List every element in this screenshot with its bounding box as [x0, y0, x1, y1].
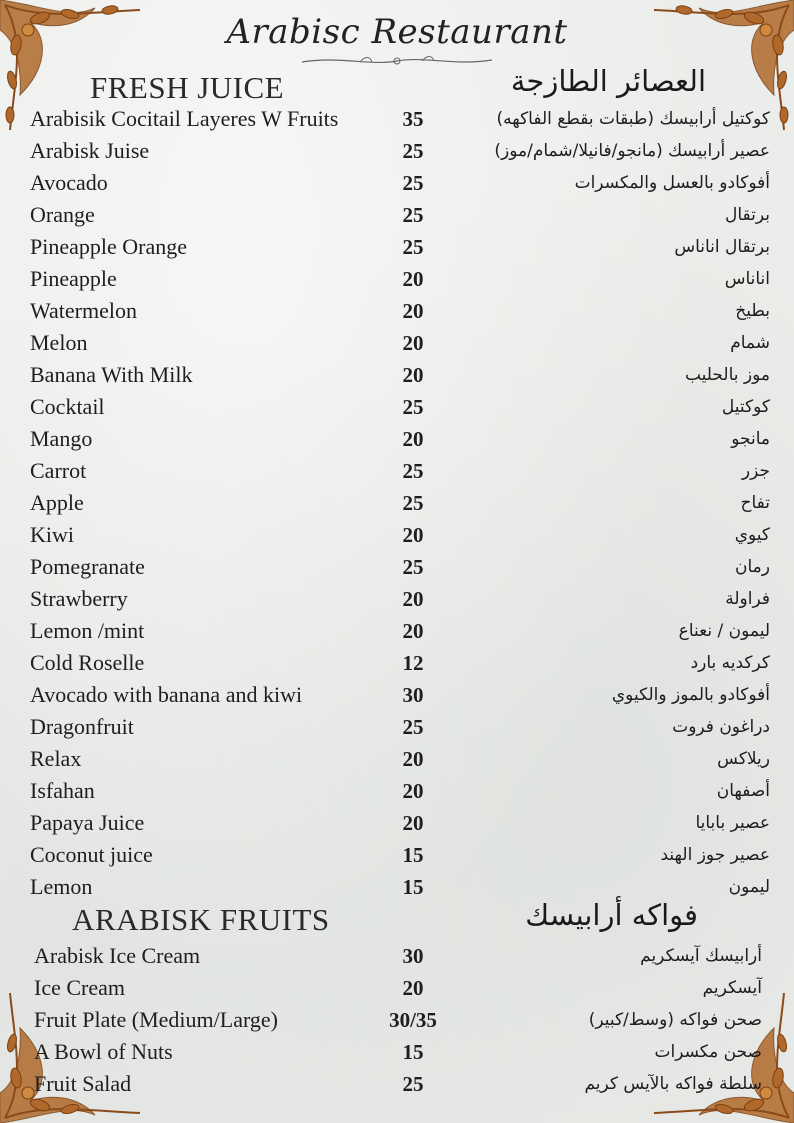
- item-name-ar: برتقال: [725, 205, 770, 225]
- item-name-en: Kiwi: [30, 522, 74, 547]
- item-name-ar: تفاح: [740, 493, 770, 513]
- item-price: 20: [402, 363, 424, 387]
- item-name-en: Melon: [30, 330, 88, 355]
- menu-row: [0, 940, 794, 972]
- item-price: 15: [402, 843, 424, 867]
- item-name-en: Mango: [30, 426, 93, 451]
- item-price: 20: [402, 331, 424, 355]
- item-name-en: Coconut juice: [30, 842, 153, 867]
- item-name-en: Papaya Juice: [30, 810, 145, 835]
- item-name-en: Fruit Plate (Medium/Large): [34, 1007, 278, 1032]
- menu-row: [0, 391, 794, 423]
- menu-row: [0, 135, 794, 167]
- item-price: 20: [402, 267, 424, 291]
- section-title-fresh-juice: FRESH JUICE: [90, 70, 285, 105]
- item-name-ar: كوكتيل: [721, 397, 770, 417]
- menu-row: [0, 103, 794, 135]
- menu-row: [0, 807, 794, 839]
- menu-row: [0, 295, 794, 327]
- restaurant-title: Arabisc Restaurant: [226, 12, 568, 52]
- menu-row: [0, 231, 794, 263]
- item-name-ar: عصير بابايا: [695, 813, 770, 833]
- item-price: 30: [402, 944, 424, 968]
- item-name-ar: شمام: [730, 333, 770, 353]
- item-name-en: Apple: [30, 490, 84, 515]
- menu-row: [0, 775, 794, 807]
- item-name-en: Lemon /mint: [30, 618, 145, 643]
- item-price: 25: [402, 459, 424, 483]
- item-price: 20: [402, 747, 424, 771]
- menu-row: [0, 487, 794, 519]
- item-price: 30: [402, 683, 424, 707]
- menu-row: [0, 167, 794, 199]
- menu-row: [0, 711, 794, 743]
- item-name-en: Relax: [30, 746, 82, 771]
- item-name-en: Pineapple Orange: [30, 234, 187, 259]
- item-name-ar: ليمون: [728, 877, 770, 897]
- item-name-en: Avocado with banana and kiwi: [30, 682, 303, 707]
- title-flourish-icon: [300, 52, 494, 70]
- menu-row: [0, 839, 794, 871]
- item-name-en: Cocktail: [30, 394, 105, 419]
- item-price: 12: [402, 651, 424, 675]
- item-name-en: Arabisik Cocitail Layeres W Fruits: [30, 106, 339, 131]
- item-name-en: Carrot: [30, 458, 87, 483]
- menu-row: [0, 551, 794, 583]
- menu-row: [0, 615, 794, 647]
- item-price: 30/35: [389, 1008, 437, 1032]
- item-name-ar: سلطة فواكه بالآيس كريم: [584, 1074, 762, 1094]
- item-price: 20: [402, 427, 424, 451]
- menu-row: [0, 263, 794, 295]
- menu-row: [0, 519, 794, 551]
- item-price: 25: [402, 1072, 424, 1096]
- section-title-fresh-juice-arabic: العصائر الطازجة: [510, 64, 706, 98]
- menu-row: [0, 1004, 794, 1036]
- item-price: 20: [402, 976, 424, 1000]
- item-price: 20: [402, 811, 424, 835]
- item-name-en: Arabisk Ice Cream: [34, 943, 201, 968]
- item-price: 25: [402, 235, 424, 259]
- item-price: 25: [402, 395, 424, 419]
- item-name-ar: أرابيسك آيسكريم: [640, 946, 762, 966]
- item-name-ar: اناناس: [724, 269, 770, 289]
- item-name-ar: ليمون / نعناع: [678, 621, 770, 641]
- item-price: 25: [402, 491, 424, 515]
- item-name-en: Fruit Salad: [34, 1071, 132, 1096]
- item-price: 15: [402, 875, 424, 899]
- item-price: 25: [402, 555, 424, 579]
- item-name-ar: أفوكادو بالعسل والمكسرات: [574, 173, 770, 193]
- item-price: 25: [402, 139, 424, 163]
- item-name-en: Strawberry: [30, 586, 128, 611]
- menu-row: [0, 679, 794, 711]
- menu-row: [0, 423, 794, 455]
- item-name-en: A Bowl of Nuts: [34, 1039, 173, 1064]
- item-price: 25: [402, 171, 424, 195]
- item-name-ar: مانجو: [731, 429, 770, 449]
- item-name-en: Pineapple: [30, 266, 117, 291]
- item-name-en: Lemon: [30, 874, 93, 899]
- menu-row: [0, 1036, 794, 1068]
- item-price: 35: [402, 107, 424, 131]
- item-name-en: Dragonfruit: [30, 714, 134, 739]
- menu-row: [0, 647, 794, 679]
- item-name-ar: عصير جوز الهند: [660, 845, 770, 865]
- item-name-ar: دراغون فروت: [672, 717, 770, 737]
- item-name-ar: كوكتيل أرابيسك (طبقات بقطع الفاكهه): [496, 109, 770, 129]
- item-name-en: Cold Roselle: [30, 650, 145, 675]
- menu-row: [0, 583, 794, 615]
- item-price: 20: [402, 587, 424, 611]
- item-name-en: Arabisk Juise: [30, 138, 150, 163]
- item-price: 20: [402, 619, 424, 643]
- item-name-ar: ريلاكس: [717, 749, 770, 769]
- item-price: 20: [402, 779, 424, 803]
- item-name-en: Banana With Milk: [30, 362, 193, 387]
- section-title-arabisk-fruits-arabic: فواكه أرابيسك: [525, 898, 698, 932]
- item-name-ar: آيسكريم: [702, 978, 762, 998]
- menu-row: [0, 972, 794, 1004]
- menu-row: [0, 327, 794, 359]
- section-title-arabisk-fruits: ARABISK FRUITS: [72, 902, 330, 937]
- menu-row: [0, 199, 794, 231]
- menu-row: [0, 455, 794, 487]
- item-name-ar: جزر: [741, 461, 770, 481]
- item-name-en: Avocado: [30, 170, 108, 195]
- item-name-ar: رمان: [735, 557, 770, 577]
- menu-row: [0, 1068, 794, 1100]
- item-name-en: Watermelon: [30, 298, 137, 323]
- item-name-en: Orange: [30, 202, 95, 227]
- item-name-ar: صحن فواكه (وسط/كبير): [588, 1010, 762, 1030]
- item-price: 15: [402, 1040, 424, 1064]
- item-name-ar: موز بالحليب: [684, 365, 770, 385]
- item-price: 20: [402, 523, 424, 547]
- item-name-ar: أفوكادو بالموز والكيوي: [611, 685, 770, 705]
- item-name-en: Pomegranate: [30, 554, 145, 579]
- item-name-en: Ice Cream: [34, 975, 125, 1000]
- item-price: 25: [402, 203, 424, 227]
- item-name-ar: كركديه بارد: [690, 653, 770, 673]
- item-name-ar: صحن مكسرات: [654, 1042, 762, 1062]
- item-name-ar: أصفهان: [716, 781, 770, 801]
- item-name-ar: برتقال اناناس: [674, 237, 770, 257]
- item-name-ar: كيوي: [734, 525, 770, 545]
- item-price: 25: [402, 715, 424, 739]
- menu-row: [0, 359, 794, 391]
- item-name-ar: فراولة: [725, 589, 770, 609]
- item-price: 20: [402, 299, 424, 323]
- item-name-ar: عصير أرابيسك (مانجو/فانيلا/شمام/موز): [494, 141, 770, 161]
- item-name-ar: بطيخ: [735, 301, 770, 321]
- menu-row: [0, 743, 794, 775]
- item-name-en: Isfahan: [30, 778, 95, 803]
